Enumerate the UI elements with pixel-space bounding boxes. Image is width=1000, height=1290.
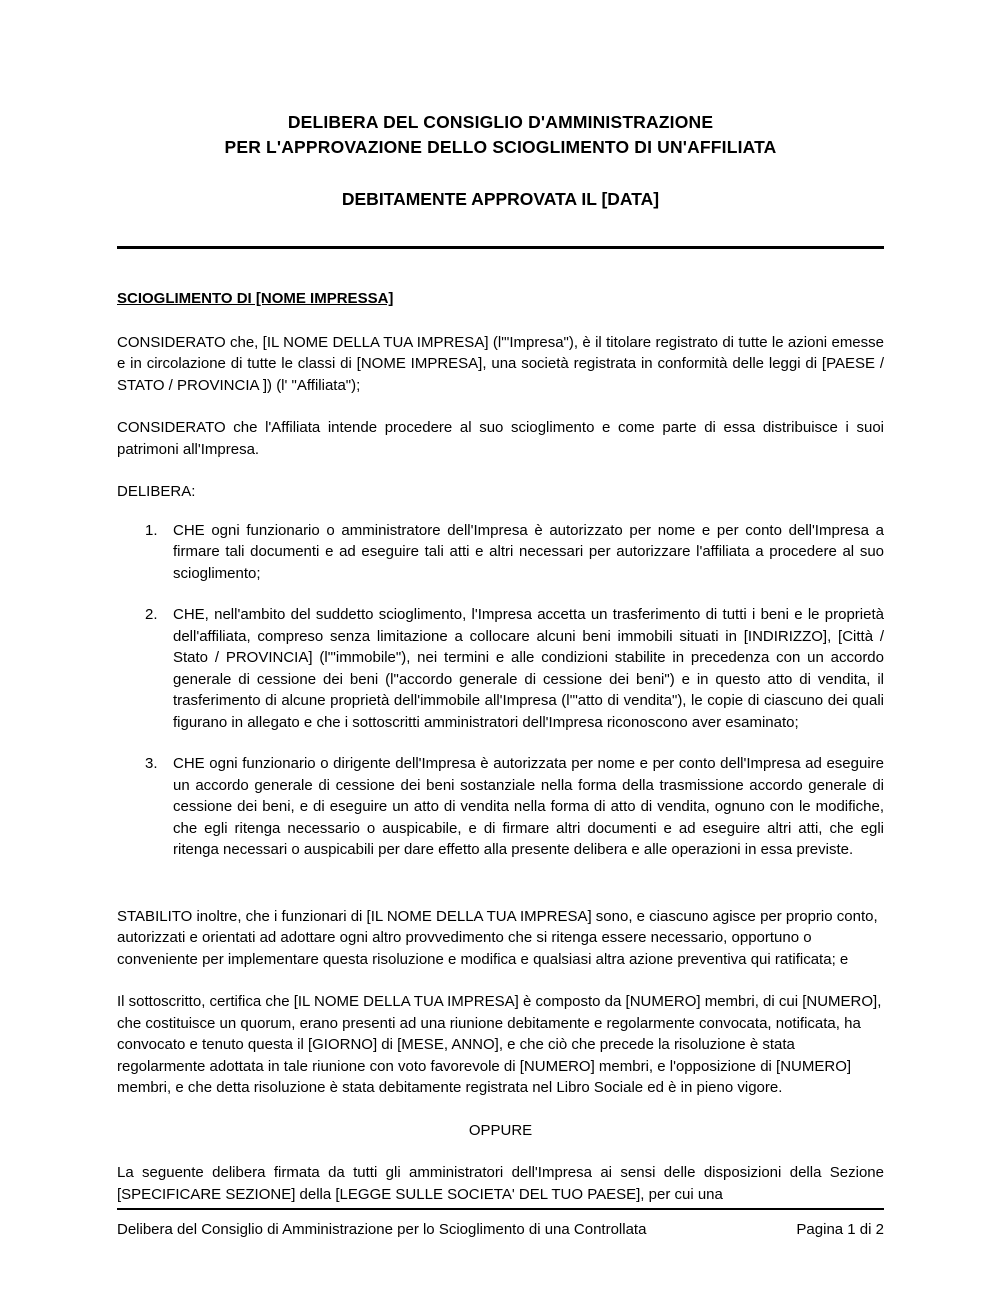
- document-title-line-2: PER L'APPROVAZIONE DELLO SCIOGLIMENTO DI UN'AFFILIATA: [224, 137, 777, 157]
- paragraph-sottoscritto: Il sottoscritto, certifica che [IL NOME DELLA TUA IMPRESA] è composto da [NUMERO] membri, di cui [NUMERO], che costituisce un quorum, erano presenti ad una riunione debitamente e regolarmente convocata, notificata, ha convocato e tenuto questa il [GIORNO] di [MESE, ANNO], e che ciò che precede la risoluzione è stata regolarmente adottata in tale riunione con voto favorevole di [NUMERO] membri, e l'opposizione di [NUMERO] membri, e che detta risoluzione è stata debitamente registrata nel Libro Sociale ed è in pieno vigore.: [117, 993, 882, 1096]
- document-body: [117, 288, 884, 1205]
- document-approval-line: DEBITAMENTE APPROVATA IL [DATA]: [341, 189, 660, 209]
- clause-list-wrapper: [117, 520, 884, 861]
- page-footer: [117, 1208, 884, 1240]
- footer-page-number: Pagina 1 di 2: [796, 1221, 884, 1238]
- clause-list: [117, 520, 884, 861]
- section-heading: SCIOGLIMENTO DI [NOME IMPRESSA]: [117, 290, 394, 307]
- paragraph-stabilito: STABILITO inoltre, che i funzionari di [IL NOME DELLA TUA IMPRESA] sono, e ciascuno agisce per proprio conto, autorizzati e orientati ad adottare ogni altro provvedimento che si ritenga essere necessario, opportuno o conveniente per implementare questa risoluzione e modifica e qualsiasi altra azione preventiva qui ratificata; e: [117, 907, 878, 968]
- clause-item: CHE ogni funzionario o amministratore dell'Impresa è autorizzato per nome e per conto dell'Impresa a firmare tali documenti e ad eseguire tali atti e altri necessari per autorizzare l'affiliata a procedere al suo scioglimento;: [173, 521, 884, 582]
- footer-row: [117, 1220, 884, 1240]
- footer-divider: [117, 1208, 884, 1210]
- header-divider: [117, 246, 884, 249]
- paragraph-oppure-label: OPPURE: [468, 1121, 533, 1139]
- document-title-line-1: DELIBERA DEL CONSIGLIO D'AMMINISTRAZIONE: [287, 112, 714, 132]
- document-title-block: [117, 0, 884, 212]
- paragraph-considerato-1: CONSIDERATO che, [IL NOME DELLA TUA IMPRESA] (l'"Impresa"), è il titolare registrato di tutte le azioni emesse e in circolazione di tutte le classi di [NOME IMPRESA], una società registrata in conformità delle leggi di [PAESE / STATO / PROVINCIA ]) (l' "Affiliata");: [117, 333, 884, 394]
- paragraph-final: La seguente delibera firmata da tutti gli amministratori dell'Impresa ai sensi delle disposizioni della Sezione [SPECIFICARE SEZIONE] della [LEGGE SULLE SOCIETA' DEL TUO PAESE], per cui una: [117, 1164, 884, 1203]
- clause-item: CHE ogni funzionario o dirigente dell'Impresa è autorizzata per nome e per conto dell'Impresa ad eseguire un accordo generale di cessione dei beni sostanziale nella forma della trasmissione accordo generale di cessione dei beni, e di eseguire un atto di vendita nella forma di atto di vendita, ognuno con le modifiche, che egli ritenga necessario o auspicabile, e di firmare altri documenti e ad eseguire altri atti, che egli ritenga necessari o auspicabili per dare effetto alla presente delibera e alle operazioni in essa previste.: [173, 755, 884, 858]
- paragraph-considerato-2: CONSIDERATO che l'Affiliata intende procedere al suo scioglimento e come parte di essa distribuisce i suoi patrimoni all'Impresa.: [117, 419, 884, 458]
- footer-document-name: Delibera del Consiglio di Amministrazione per lo Scioglimento di una Controllata: [117, 1221, 647, 1238]
- section-spacer: [117, 886, 884, 906]
- clause-item: CHE, nell'ambito del suddetto scioglimento, l'Impresa accetta un trasferimento di tutti i beni e le proprietà dell'affiliata, compreso senza limitazione a collocare alcuni beni immobili situati in [INDIRIZZO], [Città / Stato / PROVINCIA] (l'"immobile"), nei termini e alle condizioni stabilite in precedenza con un accordo generale di cessione dei beni (l"accordo generale di cessione dei beni") e in questo atto di vendita, il trasferimento di alcune proprietà dell'immobile all'Impresa (l'"atto di vendita"), le copie di ciascuno dei quali figurano in allegato e che i sottoscritti amministratori dell'Impresa riconoscono aver esaminato;: [173, 606, 884, 731]
- paragraph-delibera-label: DELIBERA:: [117, 483, 196, 500]
- document-content: [117, 0, 884, 1226]
